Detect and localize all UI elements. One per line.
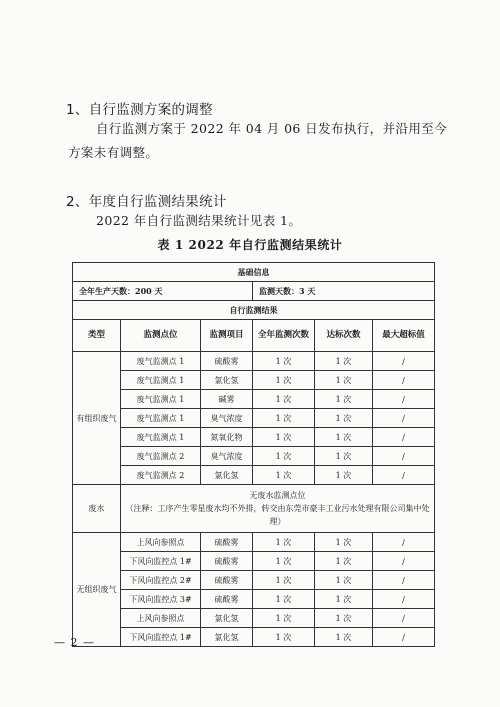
compliant-count-cell: 1 次 (315, 571, 373, 590)
item-cell: 氯化氢 (201, 466, 253, 485)
item-cell: 氯化氢 (201, 628, 253, 647)
table-row (73, 533, 435, 552)
wastewater-row (73, 485, 435, 533)
header-location: 监测点位 (121, 320, 201, 352)
item-cell: 臭气浓度 (201, 409, 253, 428)
basic-info-title: 基础信息 (73, 263, 435, 282)
location-cell: 下风向监控点 2# (121, 571, 201, 590)
max-exceed-cell: / (373, 352, 435, 371)
max-exceed-cell: / (373, 590, 435, 609)
annual-count-cell: 1 次 (253, 571, 315, 590)
compliant-count-cell: 1 次 (315, 447, 373, 466)
wastewater-note-line2: （注释：工序产生零星废水均不外排，转交由东莞市豪丰工业污水处理有限公司集中处理） (125, 504, 430, 526)
annual-count-cell: 1 次 (253, 628, 315, 647)
header-row (73, 320, 435, 352)
table-row (73, 466, 435, 485)
max-exceed-cell: / (373, 466, 435, 485)
annual-count-cell: 1 次 (253, 590, 315, 609)
table-row (73, 390, 435, 409)
annual-count-cell: 1 次 (253, 533, 315, 552)
page-number: — 2 — (54, 636, 95, 649)
item-cell: 氯化氢 (201, 609, 253, 628)
table-row (73, 590, 435, 609)
annual-count-cell: 1 次 (253, 390, 315, 409)
section2-heading: 2、年度自行监测结果统计 (66, 194, 227, 210)
header-max-exceed: 最大超标值 (373, 320, 435, 352)
max-exceed-cell: / (373, 409, 435, 428)
table-row (73, 371, 435, 390)
item-cell: 硫酸雾 (201, 533, 253, 552)
section2-para: 2022 年自行监测结果统计见表 1。 (96, 213, 302, 228)
wastewater-type-cell: 废水 (73, 485, 121, 533)
annual-count-cell: 1 次 (253, 352, 315, 371)
compliant-count-cell: 1 次 (315, 371, 373, 390)
compliant-count-cell: 1 次 (315, 628, 373, 647)
compliant-count-cell: 1 次 (315, 466, 373, 485)
location-cell: 废气监测点 2 (121, 466, 201, 485)
annual-count-cell: 1 次 (253, 552, 315, 571)
location-cell: 废气监测点 1 (121, 409, 201, 428)
max-exceed-cell: / (373, 571, 435, 590)
results-title-row (73, 301, 435, 320)
unorganized-type-cell: 无组织废气 (73, 533, 121, 647)
item-cell: 碱雾 (201, 390, 253, 409)
table-row (73, 552, 435, 571)
compliant-count-cell: 1 次 (315, 533, 373, 552)
compliant-count-cell: 1 次 (315, 390, 373, 409)
basic-info-row (73, 263, 435, 282)
section1-heading: 1、自行监测方案的调整 (66, 102, 213, 118)
max-exceed-cell: / (373, 628, 435, 647)
organized-type-cell: 有组织废气 (73, 352, 121, 485)
header-type: 类型 (73, 320, 121, 352)
location-cell: 废气监测点 1 (121, 371, 201, 390)
table-caption: 表 1 2022 年自行监测结果统计 (157, 238, 343, 252)
results-title: 自行监测结果 (73, 301, 435, 320)
compliant-count-cell: 1 次 (315, 552, 373, 571)
compliant-count-cell: 1 次 (315, 352, 373, 371)
table-row (73, 628, 435, 647)
location-cell: 废气监测点 1 (121, 352, 201, 371)
location-cell: 废气监测点 1 (121, 390, 201, 409)
location-cell: 下风向监控点 1# (121, 628, 201, 647)
header-annual-count: 全年监测次数 (253, 320, 315, 352)
table-row (73, 409, 435, 428)
max-exceed-cell: / (373, 390, 435, 409)
max-exceed-cell: / (373, 447, 435, 466)
header-compliant-count: 达标次数 (315, 320, 373, 352)
table-row (73, 609, 435, 628)
item-cell: 硫酸雾 (201, 571, 253, 590)
production-days: 全年生产天数：200 天 (73, 282, 253, 301)
wastewater-note-cell (121, 485, 435, 533)
results-table (72, 262, 435, 647)
max-exceed-cell: / (373, 371, 435, 390)
location-cell: 上风向参照点 (121, 533, 201, 552)
item-cell: 氯化氢 (201, 371, 253, 390)
compliant-count-cell: 1 次 (315, 609, 373, 628)
compliant-count-cell: 1 次 (315, 428, 373, 447)
annual-count-cell: 1 次 (253, 466, 315, 485)
location-cell: 废气监测点 2 (121, 447, 201, 466)
max-exceed-cell: / (373, 533, 435, 552)
compliant-count-cell: 1 次 (315, 590, 373, 609)
annual-count-cell: 1 次 (253, 371, 315, 390)
section1-para-line1: 自行监测方案于 2022 年 04 月 06 日发布执行，并沿用至今 (96, 121, 448, 136)
annual-count-cell: 1 次 (253, 428, 315, 447)
table-row (73, 352, 435, 371)
annual-count-cell: 1 次 (253, 447, 315, 466)
table-row (73, 571, 435, 590)
table-row (73, 428, 435, 447)
days-row (73, 282, 435, 301)
item-cell: 硫酸雾 (201, 590, 253, 609)
location-cell: 下风向监控点 3# (121, 590, 201, 609)
annual-count-cell: 1 次 (253, 409, 315, 428)
header-item: 监测项目 (201, 320, 253, 352)
item-cell: 硫酸雾 (201, 352, 253, 371)
monitoring-days: 监测天数：3 天 (253, 282, 435, 301)
section1-para-line2: 方案未有调整。 (68, 145, 159, 160)
max-exceed-cell: / (373, 428, 435, 447)
max-exceed-cell: / (373, 609, 435, 628)
location-cell: 废气监测点 1 (121, 428, 201, 447)
item-cell: 硫酸雾 (201, 552, 253, 571)
compliant-count-cell: 1 次 (315, 409, 373, 428)
table-row (73, 447, 435, 466)
wastewater-note-line1: 无废水监测点位 (249, 491, 306, 500)
max-exceed-cell: / (373, 552, 435, 571)
annual-count-cell: 1 次 (253, 609, 315, 628)
location-cell: 下风向监控点 1# (121, 552, 201, 571)
location-cell: 上风向参照点 (121, 609, 201, 628)
item-cell: 臭气浓度 (201, 447, 253, 466)
item-cell: 氮氧化物 (201, 428, 253, 447)
